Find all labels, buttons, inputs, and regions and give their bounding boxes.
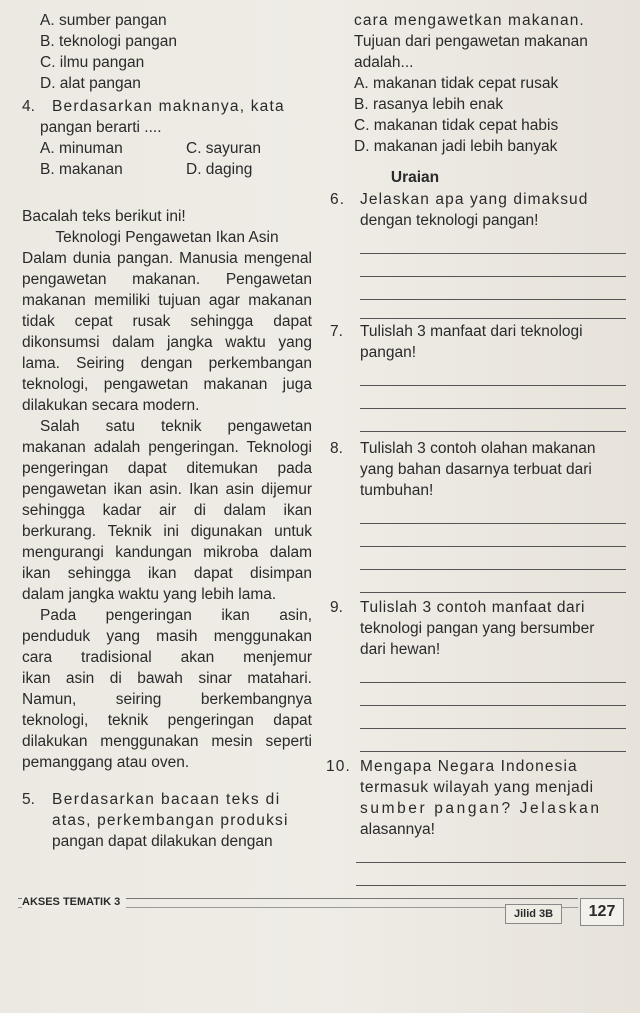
p3-line: teknologi, teknik pengeringan dapat [22, 712, 312, 729]
question-7-number: 7. [330, 323, 343, 340]
p2-line: makanan adalah pengeringan. Teknologi [22, 439, 312, 456]
p2-line: pengawetan ikan asin. Ikan asin dijemur [22, 481, 312, 498]
p3-line: dilakukan menggunakan mesin seperti [22, 733, 312, 750]
question-5-line1 [22, 789, 312, 810]
question-6 [330, 189, 630, 319]
answer-line[interactable] [356, 840, 626, 863]
q4-option-b: B. makanan [40, 161, 123, 178]
answer-line[interactable] [360, 524, 626, 547]
q4-option-c: C. sayuran [186, 140, 261, 157]
answer-line[interactable] [356, 863, 626, 886]
option-d-top: D. alat pangan [40, 75, 141, 92]
option-a-top: A. sumber pangan [40, 12, 167, 29]
question-9 [330, 597, 630, 752]
question-8-line2: yang bahan dasarnya terbuat dari [360, 461, 592, 478]
question-5-line2: atas, perkembangan produksi [52, 812, 289, 829]
answer-line[interactable] [360, 683, 626, 706]
answer-line[interactable] [360, 231, 626, 254]
answer-line[interactable] [360, 300, 626, 319]
p3-line: penduduk yang masih menggunakan [22, 628, 312, 645]
question-6-text: Jelaskan apa yang dimaksud [360, 191, 589, 208]
section-title-uraian: Uraian [390, 169, 440, 186]
answer-line[interactable] [360, 277, 626, 300]
answer-line[interactable] [360, 729, 626, 752]
p3-line: pemanggang atau oven. [22, 754, 190, 771]
answer-line[interactable] [360, 363, 626, 386]
passage-paragraph-1 [22, 248, 312, 416]
question-3-tail: cara mengawetkan makanan. [354, 12, 585, 29]
answer-line[interactable] [360, 386, 626, 409]
q3b-option-b: B. rasanya lebih enak [354, 96, 504, 113]
p3-line: cara tradisional akan menjemur [22, 649, 312, 666]
answer-line[interactable] [360, 547, 626, 570]
passage-paragraph-3 [22, 605, 312, 773]
question-6-number: 6. [330, 191, 346, 208]
p1-line: dilakukan secara modern. [22, 397, 200, 414]
question-5-text: Berdasarkan bacaan teks di [52, 791, 281, 808]
right-column [326, 10, 630, 886]
question-7 [330, 321, 630, 432]
passage-intro: Bacalah teks berikut ini! [22, 208, 186, 225]
passage-paragraph-2 [22, 416, 312, 605]
p3-line: ikan asin di bawah sinar matahari. [22, 670, 312, 687]
p1-line: tidak cepat rusak sehingga dapat [22, 313, 312, 330]
q3b-option-c: C. makanan tidak cepat habis [354, 117, 559, 134]
question-4-options-row1 [22, 138, 312, 159]
question-10-line4: alasannya! [360, 821, 435, 838]
question-5-number: 5. [22, 791, 35, 808]
question-4-line2: pangan berarti .... [40, 119, 162, 136]
p1-line: lama. Seiring dengan perkembangan [22, 355, 312, 372]
p1-line: pengawetan makanan. Pengawetan [22, 271, 312, 288]
p2-line: Salah satu teknik pengawetan [40, 418, 312, 435]
p2-line: berkurang. Teknik ini digunakan untuk [22, 523, 312, 540]
option-c-top: C. ilmu pangan [40, 54, 145, 71]
question-9-number: 9. [330, 599, 343, 616]
question-10-number: 10. [326, 758, 351, 775]
answer-line[interactable] [360, 409, 626, 432]
answer-line[interactable] [360, 501, 626, 524]
passage-title: Teknologi Pengawetan Ikan Asin [55, 229, 279, 246]
question-5 [22, 789, 312, 852]
question-8 [330, 438, 630, 593]
question-7-text: Tulislah 3 manfaat dari teknologi [360, 323, 583, 340]
question-4 [22, 96, 312, 117]
question-3b-line1: Tujuan dari pengawetan makanan [354, 33, 588, 50]
question-10-text: Mengapa Negara Indonesia [360, 758, 578, 775]
p2-line: dalam jangka waktu yang lebih lama. [22, 586, 277, 603]
question-5-line3: pangan dapat dilakukan dengan [52, 833, 273, 850]
q4-option-a: A. minuman [40, 140, 123, 157]
page-number: 127 [580, 898, 624, 926]
question-8-number: 8. [330, 440, 343, 457]
book-title: AKSES TEMATIK 3 [22, 896, 126, 908]
p1-line: dikonsumsi dalam jangka waktu yang [22, 334, 312, 351]
answer-line[interactable] [360, 660, 626, 683]
question-3b-line2: adalah... [354, 54, 414, 71]
question-8-text: Tulislah 3 contoh olahan makanan [360, 440, 596, 457]
q4-option-d: D. daging [186, 161, 253, 178]
p3-line: Namun, seiring berkembangnya [22, 691, 312, 708]
question-4-number: 4. [22, 98, 35, 115]
p3-line: Pada pengeringan ikan asin, [40, 607, 312, 624]
question-6-line2: dengan teknologi pangan! [360, 212, 539, 229]
p2-line: ikan sehingga ikan dapat disimpan [22, 565, 312, 582]
question-4-text: Berdasarkan maknanya, kata [52, 98, 285, 115]
question-9-line3: dari hewan! [360, 641, 441, 658]
left-column [22, 10, 312, 852]
answer-line[interactable] [360, 254, 626, 277]
question-10-line3: sumber pangan? Jelaskan [360, 800, 602, 817]
q3b-option-d: D. makanan jadi lebih banyak [354, 138, 558, 155]
volume-label: Jilid 3B [505, 904, 562, 924]
option-b-top: B. teknologi pangan [40, 33, 178, 50]
p2-line: pengeringan dapat ditemukan pada [22, 460, 312, 477]
question-8-line3: tumbuhan! [360, 482, 434, 499]
question-10-line2: termasuk wilayah yang menjadi [360, 779, 594, 796]
question-7-line2: pangan! [360, 344, 417, 361]
question-9-line2: teknologi pangan yang bersumber [360, 620, 595, 637]
question-9-text: Tulislah 3 contoh manfaat dari [360, 599, 586, 616]
question-10 [326, 756, 630, 886]
q3b-option-a: A. makanan tidak cepat rusak [354, 75, 559, 92]
answer-line[interactable] [360, 706, 626, 729]
p1-line: teknologi, pengawetan makanan juga [22, 376, 312, 393]
p1-line: Dalam dunia pangan. Manusia mengenal [22, 250, 312, 267]
page-footer [0, 890, 640, 930]
p2-line: sehingga kadar air di dalam ikan [22, 502, 312, 519]
p1-line: makanan memiliki tujuan agar makanan [22, 292, 312, 309]
p2-line: mengurangi kandungan mikroba dalam [22, 544, 312, 561]
answer-line[interactable] [360, 570, 626, 593]
